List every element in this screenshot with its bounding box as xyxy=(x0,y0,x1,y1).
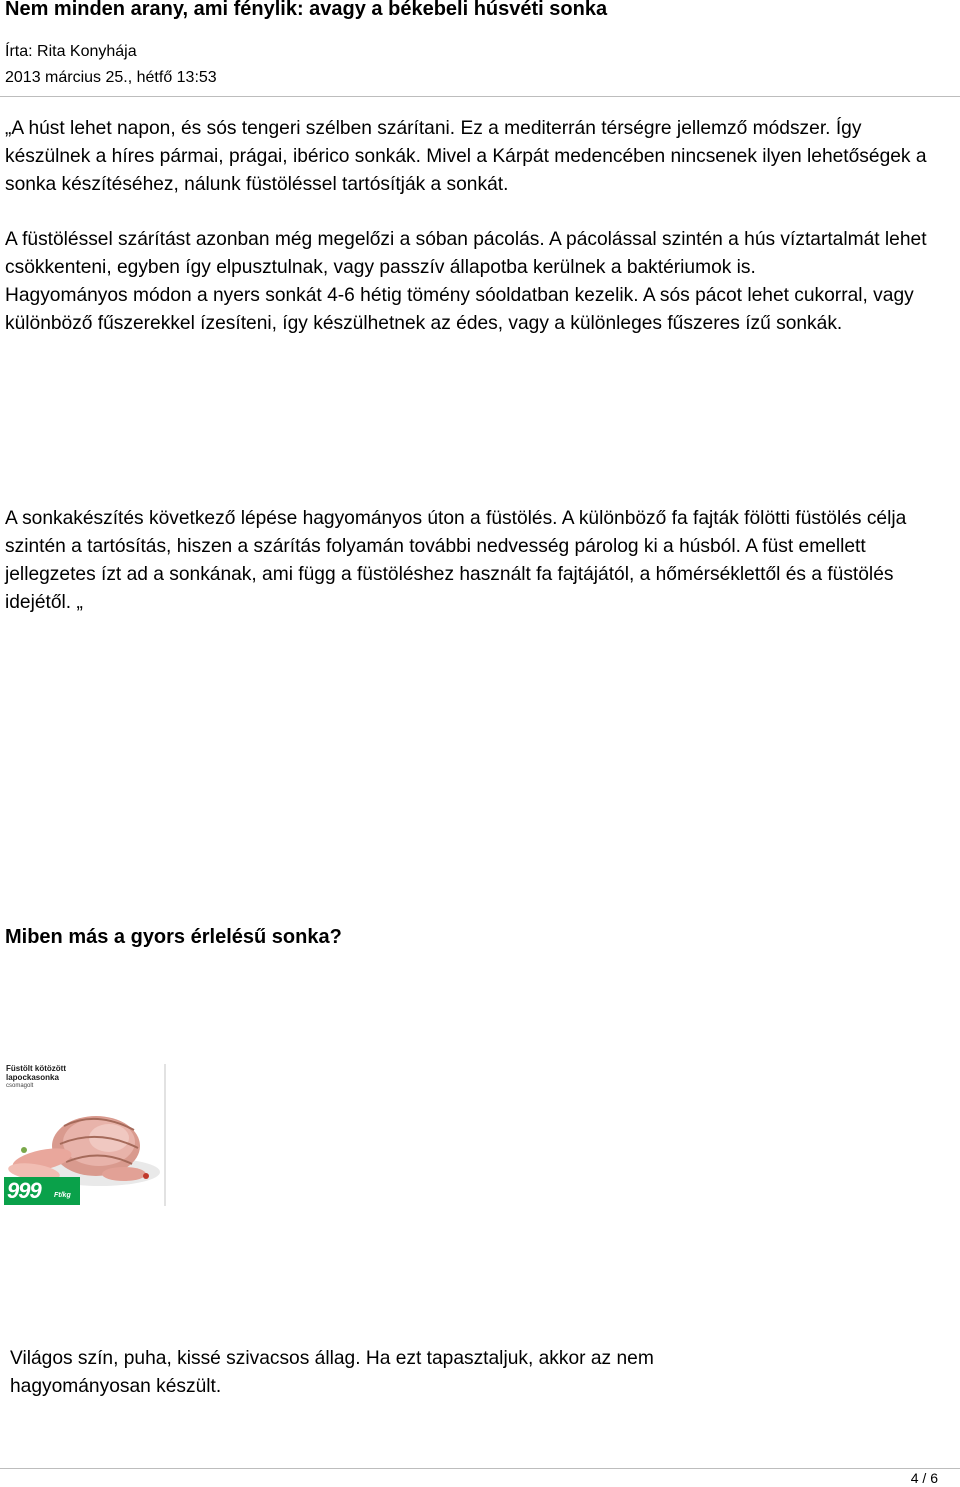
page-number: 4 / 6 xyxy=(910,1470,938,1486)
image-edge xyxy=(164,1064,166,1206)
paragraph-curing: A füstöléssel szárítást azonban még megelőzi a sóban pácolás. A pácolással szintén a hús víztartalmát lehet csökkenteni, egyben így elpusztulnak, vagy passzív állapotba kerülnek a baktériumok is. Hagyományos módon a nyers sonkát 4-6 hétig tömény sóoldatban kezelik. A sós pácot lehet cukorral, vagy különböző fűszerekkel ízesíteni, így készülhetnek az édes, vagy a különleges fűszeres ízű sonkák. xyxy=(5,226,950,338)
price-unit: Ft/kg xyxy=(54,1192,71,1199)
paragraph-quick-cured: Világos szín, puha, kissé szivacsos állag. Ha ezt tapasztaljuk, akkor az nem hagyományosan készült. xyxy=(10,1348,654,1397)
paragraph-smoking: A sonkakészítés következő lépése hagyományos úton a füstölés. A különböző fa fajták fölötti füstölés célja szintén a tartósítás, hiszen a szárítás folyamán további nedvesség párolog ki a húsból. A füst emellett jellegzetes ízt ad a sonkának, ami függ a füstöléshez használt fa fajtájától, a hőmérséklettől és a füstölés idejétől. „ xyxy=(5,508,907,613)
page-title: Nem minden arany, ami fénylik: avagy a békebeli húsvéti sonka xyxy=(5,0,608,20)
product-subtitle: csomagolt xyxy=(6,1083,34,1089)
author-line: Írta: Rita Konyhája xyxy=(5,43,137,60)
footer-divider xyxy=(0,1468,960,1469)
header-divider xyxy=(0,96,960,97)
paragraph-drying: „A húst lehet napon, és sós tengeri szélben szárítani. Ez a mediterrán térségre jellemző módszer. Így készülnek a híres pármai, prágai, ibérico sonkák. Mivel a Kárpát medencében nincsenek ilyen lehetőségek a sonka készítéséhez, nálunk füstöléssel tartósítják a sonkát. xyxy=(5,118,927,195)
section-heading: Miben más a gyors érlelésű sonka? xyxy=(5,926,342,948)
product-image xyxy=(4,1064,166,1206)
date-line: 2013 március 25., hétfő 13:53 xyxy=(5,69,217,86)
paragraph-brine: Hagyományos módon a nyers sonkát 4-6 hétig tömény sóoldatban kezelik. A sós pácot lehet cukorral, vagy különböző fűszerekkel ízesíteni, így készülhetnek az édes, vagy a különleges fűszeres ízű sonkák. xyxy=(5,285,914,334)
price-tag xyxy=(4,1177,80,1205)
price-value: 999 xyxy=(7,1178,41,1203)
product-title: Füstölt kötözött lapockasonka xyxy=(6,1064,66,1082)
